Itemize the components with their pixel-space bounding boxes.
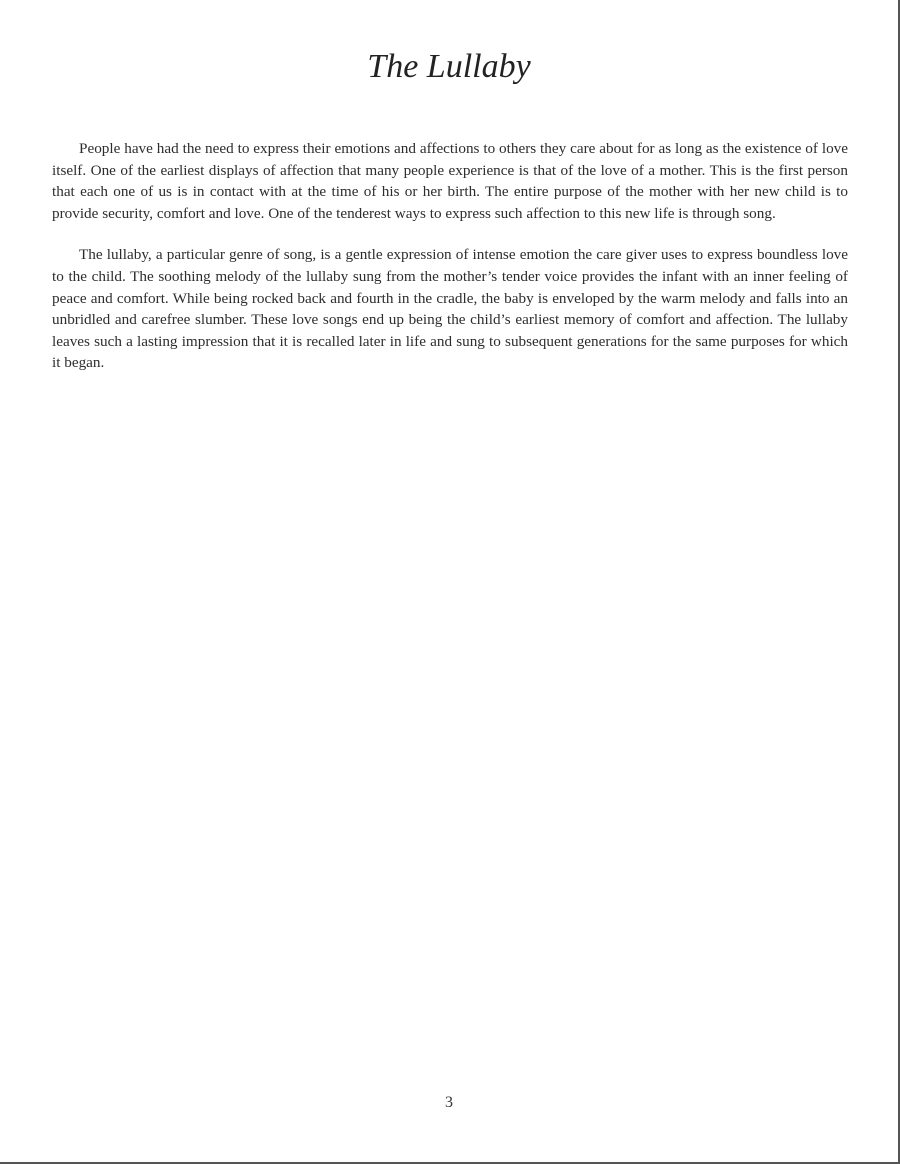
paragraph-2: The lullaby, a particular genre of song, is a gentle expression of intense emotion the care giver uses to express boundless love to the child. The soothing melody of the lullaby sung from the mother’s tender voice provides the infant with an inner feeling of peace and comfort. While being rocked back and fourth in the cradle, the baby is enveloped by the warm melody and falls into an unbridled and carefree slumber. These love songs end up being the child’s earliest memory of comfort and affection. The lullaby leaves such a lasting impression that it is recalled later in life and sung to subsequent generations for the same purposes for which it began.: [52, 246, 848, 372]
page-number: 3: [445, 1094, 453, 1111]
paragraph-1: People have had the need to express their emotions and affections to others they care about for as long as the existence of love itself. One of the earliest displays of affection that many people experience is that of the love of a mother. This is the first person that each one of us is in contact with at the time of his or her birth. The entire purpose of the mother with her new child is to provide security, comfort and love. One of the tenderest ways to express such affection to this new life is through song.: [52, 140, 848, 222]
body-text: [52, 138, 848, 394]
page-title: The Lullaby: [367, 48, 531, 85]
